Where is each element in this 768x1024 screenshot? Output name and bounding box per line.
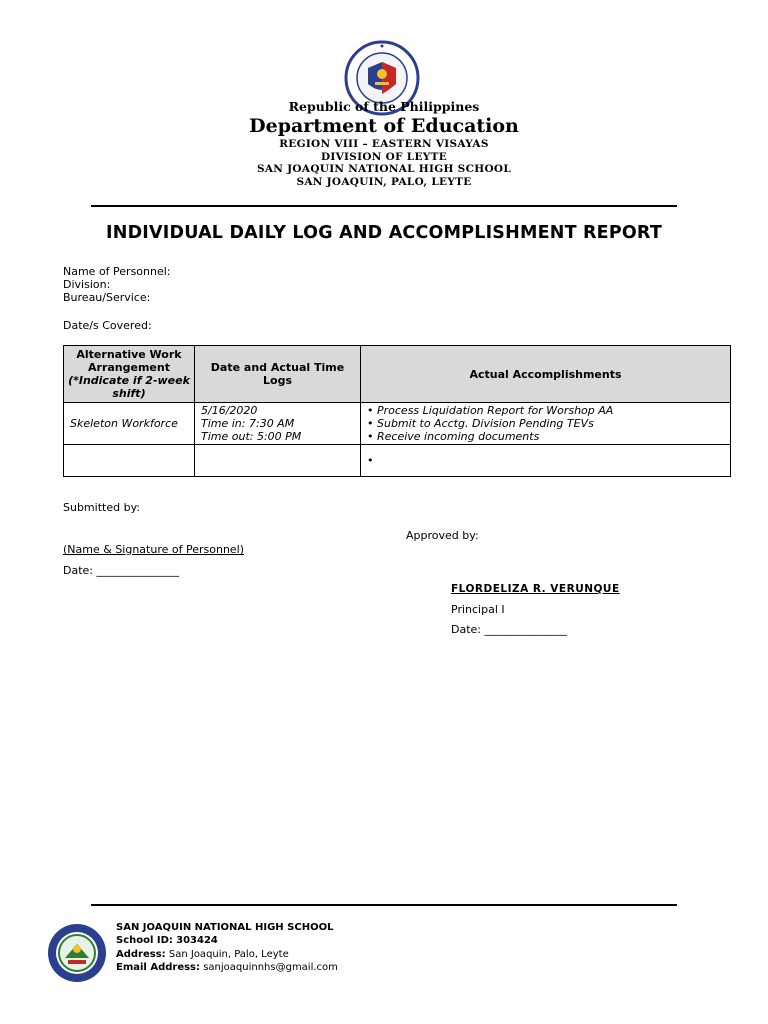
- header-arrangement: [64, 346, 195, 403]
- header-accomplishments: Actual Accomplishments: [361, 346, 731, 403]
- department-heading: Department of Education: [249, 115, 519, 137]
- log-date: 5/16/2020: [201, 404, 258, 417]
- region-heading: REGION VIII – EASTERN VISAYAS: [279, 138, 489, 150]
- footer-school-name: SAN JOAQUIN NATIONAL HIGH SCHOOL: [116, 922, 334, 933]
- cell-bullet: [361, 445, 731, 477]
- field-name-of-personnel: Name of Personnel:: [63, 265, 171, 278]
- footer-divider: [91, 904, 677, 906]
- empty-bullet: •: [367, 454, 374, 467]
- accomplishment-item: • Submit to Acctg. Division Pending TEVs: [367, 417, 594, 430]
- accomplishment-table: [63, 345, 731, 477]
- table-row: [64, 403, 731, 445]
- cell-accomplishments: [361, 403, 731, 445]
- approver-date-line: Date: _______________: [451, 623, 567, 636]
- approver-title: Principal I: [451, 603, 505, 616]
- accomplishment-item: • Receive incoming documents: [367, 430, 540, 443]
- cell-empty: [64, 445, 195, 477]
- field-dates-covered: Date/s Covered:: [63, 319, 152, 332]
- header-divider: [91, 205, 677, 207]
- header-arrangement-label: Alternative Work Arrangement: [76, 348, 182, 374]
- header-arrangement-note: (*Indicate if 2-week shift): [68, 374, 190, 400]
- field-bureau-service: Bureau/Service:: [63, 291, 151, 304]
- log-time-out: Time out: 5:00 PM: [201, 430, 302, 443]
- approver-name: FLORDELIZA R. VERUNQUE: [451, 583, 620, 595]
- republic-heading: Republic of the Philippines: [288, 99, 480, 114]
- header-logs: Date and Actual Time Logs: [195, 346, 361, 403]
- cell-logs: [195, 403, 361, 445]
- log-time-in: Time in: 7:30 AM: [201, 417, 295, 430]
- approved-by-label: Approved by:: [406, 529, 479, 542]
- table-row: [64, 445, 731, 477]
- location-heading: SAN JOAQUIN, PALO, LEYTE: [296, 176, 472, 188]
- footer-address: Address: San Joaquin, Palo, Leyte: [116, 949, 289, 960]
- school-seal-logo: [46, 922, 108, 984]
- field-division: Division:: [63, 278, 111, 291]
- cell-empty: [195, 445, 361, 477]
- school-heading: SAN JOAQUIN NATIONAL HIGH SCHOOL: [256, 163, 512, 175]
- submitted-by-label: Submitted by:: [63, 501, 140, 514]
- cell-arrangement: Skeleton Workforce: [64, 403, 195, 445]
- report-title: INDIVIDUAL DAILY LOG AND ACCOMPLISHMENT REPORT: [106, 223, 662, 243]
- table-header-row: [64, 346, 731, 403]
- footer-school-id: School ID: 303424: [116, 935, 218, 946]
- division-heading: DIVISION OF LEYTE: [320, 151, 448, 163]
- accomplishment-item: • Process Liquidation Report for Worshop AA: [367, 404, 614, 417]
- personnel-date-line: Date: _______________: [63, 564, 179, 577]
- footer-email: Email Address: sanjoaquinnhs@gmail.com: [116, 962, 338, 973]
- personnel-signature-line: (Name & Signature of Personnel): [63, 543, 245, 556]
